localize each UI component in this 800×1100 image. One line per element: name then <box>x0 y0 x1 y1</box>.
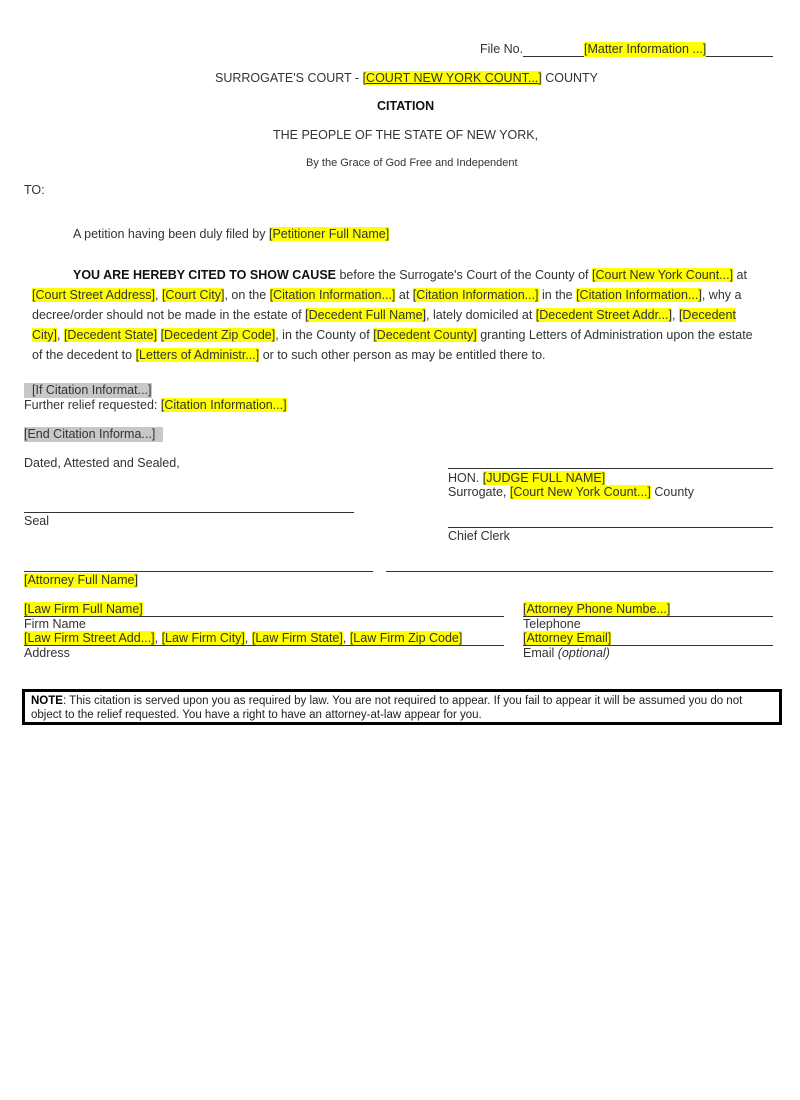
firm-zip-field[interactable]: [Law Firm Zip Code] <box>349 631 463 645</box>
clerk-signature-line <box>448 527 773 528</box>
dated-line: Dated, Attested and Sealed, <box>24 456 180 470</box>
further-relief-line <box>24 398 287 413</box>
court-line <box>215 71 598 86</box>
firm-name-field[interactable]: [Law Firm Full Name] <box>24 602 143 616</box>
decedent-zip-field[interactable]: [Decedent Zip Code] <box>160 328 276 342</box>
attorney-signature-line-2 <box>386 571 773 572</box>
petitioner-field[interactable]: [Petitioner Full Name] <box>268 227 390 241</box>
court-county-field-2[interactable]: [Court New York Count...] <box>592 268 734 282</box>
attorney-name-field[interactable]: [Attorney Full Name] <box>24 573 138 587</box>
chief-clerk-label: Chief Clerk <box>448 529 510 543</box>
court-prefix: SURROGATE'S COURT - <box>215 71 360 85</box>
para-text: , why a decree/order should not be made in the estate of <box>32 288 742 322</box>
note-text: : This citation is served upon you as required by law. You are not required to appear. If you fail to appear it will be assumed you do not object to the relief requested. You have a right to have an attorney-at-law appear for you. <box>31 695 743 721</box>
county-label: County <box>654 485 694 499</box>
attorney-signature-line <box>24 571 373 572</box>
email-optional: (optional) <box>557 646 610 660</box>
surrogate-line <box>448 485 694 500</box>
notice-box <box>22 689 782 725</box>
decedent-county-field[interactable]: [Decedent County] <box>373 328 477 342</box>
decedent-street-field[interactable]: [Decedent Street Addr...] <box>535 308 672 322</box>
address-label: Address <box>24 646 70 660</box>
para-text: or to such other person as may be entitled there to. <box>259 348 546 362</box>
para-text: , lately domiciled at <box>426 308 536 322</box>
surrogate-label: Surrogate, <box>448 485 507 499</box>
seal-line <box>24 512 354 513</box>
para-text: in the <box>538 288 577 302</box>
note-label: NOTE <box>31 695 63 707</box>
firm-name-line <box>24 616 504 617</box>
show-cause-lead: YOU ARE HEREBY CITED TO SHOW CAUSE <box>73 268 336 282</box>
para-text: , <box>154 288 162 302</box>
grace-line: By the Grace of God Free and Independent <box>306 157 518 169</box>
para-text: at <box>395 288 413 302</box>
firm-address-line: [Law Firm Street Add...], [Law Firm City], [Law Firm State], [Law Firm Zip Code] <box>24 631 463 645</box>
if-citation-block[interactable]: [If Citation Informat...] <box>24 383 152 398</box>
para-text: , in the County of <box>275 328 374 342</box>
firm-city-field[interactable]: [Law Firm City] <box>161 631 245 645</box>
people-line: THE PEOPLE OF THE STATE OF NEW YORK, <box>273 128 539 142</box>
para-text: granting Letters of Administration upon the estate of the decedent to <box>32 328 753 362</box>
further-relief-field[interactable]: [Citation Information...] <box>160 398 287 412</box>
citation-info-field-1[interactable]: [Citation Information...] <box>269 288 396 302</box>
para-text: at <box>733 268 747 282</box>
email-label-line <box>523 646 610 661</box>
seal-label: Seal <box>24 514 50 528</box>
para-text: before the Surrogate's Court of the County of <box>336 268 593 282</box>
judge-name-field[interactable]: [JUDGE FULL NAME] <box>482 471 606 485</box>
surrogate-county-field[interactable]: [Court New York Count...] <box>509 485 651 499</box>
citation-info-field-3[interactable]: [Citation Information...] <box>576 288 702 302</box>
citation-info-field-2[interactable]: [Citation Information...] <box>412 288 539 302</box>
email-label: Email <box>523 646 555 660</box>
address-line <box>24 645 504 646</box>
document-title: CITATION <box>377 99 435 113</box>
judge-signature-line <box>448 468 773 469</box>
petition-line <box>73 227 389 242</box>
decedent-city-field[interactable]: [Decedent City] <box>32 308 736 342</box>
hon-line <box>448 471 605 486</box>
para-text: , <box>671 308 679 322</box>
file-no-label: File No. <box>480 42 524 56</box>
attorney-email-field[interactable]: [Attorney Email] <box>523 631 612 645</box>
firm-name-label: Firm Name <box>24 617 86 631</box>
citation-paragraph <box>32 265 754 365</box>
letters-field[interactable]: [Letters of Administr...] <box>135 348 260 362</box>
firm-street-field[interactable]: [Law Firm Street Add...] <box>24 631 155 645</box>
para-text: , <box>57 328 64 342</box>
decedent-name-field[interactable]: [Decedent Full Name] <box>305 308 426 322</box>
attorney-phone-field[interactable]: [Attorney Phone Numbe...] <box>523 602 671 616</box>
file-no-field[interactable]: [Matter Information ...] <box>584 42 707 56</box>
firm-state-field[interactable]: [Law Firm State] <box>251 631 343 645</box>
end-citation-block[interactable]: [End Citation Informa...] <box>24 427 163 442</box>
to-label: TO: <box>24 183 45 197</box>
court-county-field[interactable]: [COURT NEW YORK COUNT...] <box>362 71 542 85</box>
further-relief-label: Further relief requested: <box>24 398 158 412</box>
court-suffix: COUNTY <box>545 71 599 85</box>
court-street-field[interactable]: [Court Street Address] <box>32 288 155 302</box>
court-city-field[interactable]: [Court City] <box>161 288 225 302</box>
para-text: , on the <box>224 288 270 302</box>
telephone-label: Telephone <box>523 617 581 631</box>
hon-label: HON. <box>448 471 480 485</box>
petition-text: A petition having been duly filed by <box>73 227 266 241</box>
decedent-state-field[interactable]: [Decedent State] <box>63 328 158 342</box>
